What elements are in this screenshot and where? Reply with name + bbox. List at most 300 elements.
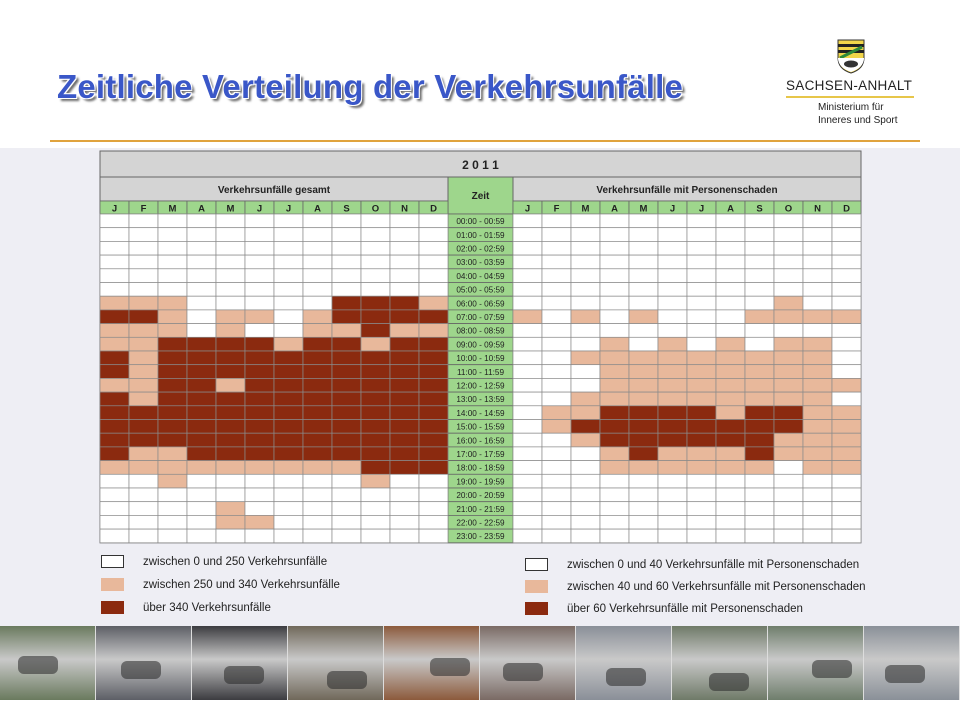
total-heatmap-cell	[419, 406, 448, 420]
personal-heatmap-cell	[687, 255, 716, 269]
left-month-label: M	[226, 203, 235, 215]
personal-heatmap-cell	[600, 255, 629, 269]
personal-heatmap-cell	[600, 351, 629, 365]
personal-heatmap-cell	[658, 283, 687, 297]
personal-heatmap-cell	[832, 241, 861, 255]
personal-heatmap-cell	[687, 296, 716, 310]
personal-heatmap-cell	[658, 447, 687, 461]
total-heatmap-cell	[187, 392, 216, 406]
legend-label: zwischen 0 und 40 Verkehrsunfälle mit Personenschaden	[567, 559, 860, 571]
personal-heatmap-cell	[658, 529, 687, 543]
total-heatmap-cell	[274, 488, 303, 502]
total-heatmap-cell	[129, 241, 158, 255]
personal-heatmap-cell	[687, 502, 716, 516]
right-month-label: J	[524, 203, 531, 215]
total-heatmap-cell	[187, 447, 216, 461]
total-heatmap-cell	[216, 283, 245, 297]
total-heatmap-cell	[187, 378, 216, 392]
personal-heatmap-cell	[716, 214, 745, 228]
total-heatmap-cell	[216, 461, 245, 475]
personal-heatmap-cell	[629, 324, 658, 338]
total-heatmap-cell	[390, 269, 419, 283]
total-heatmap-cell	[274, 515, 303, 529]
legend-swatch-high	[101, 601, 124, 614]
total-heatmap-cell	[390, 324, 419, 338]
total-heatmap-cell	[303, 406, 332, 420]
logo-divider	[786, 96, 914, 98]
time-label: 06:00 - 06:59	[456, 299, 505, 309]
total-heatmap-cell	[332, 337, 361, 351]
total-heatmap-cell	[216, 241, 245, 255]
total-heatmap-cell	[129, 433, 158, 447]
total-heatmap-cell	[274, 529, 303, 543]
total-heatmap-cell	[158, 529, 187, 543]
personal-heatmap-cell	[600, 241, 629, 255]
total-heatmap-cell	[129, 378, 158, 392]
time-label: 12:00 - 12:59	[456, 381, 505, 391]
personal-heatmap-cell	[658, 378, 687, 392]
total-heatmap-cell	[129, 269, 158, 283]
total-heatmap-cell	[245, 365, 274, 379]
total-heatmap-cell	[303, 447, 332, 461]
time-label: 02:00 - 02:59	[456, 244, 505, 254]
personal-heatmap-cell	[542, 269, 571, 283]
total-heatmap-cell	[158, 351, 187, 365]
total-heatmap-cell	[187, 269, 216, 283]
personal-heatmap-cell	[600, 420, 629, 434]
total-heatmap-cell	[245, 420, 274, 434]
total-heatmap-cell	[187, 488, 216, 502]
left-title: Verkehrsunfälle gesamt	[217, 185, 331, 196]
total-heatmap-cell	[332, 378, 361, 392]
total-heatmap-cell	[419, 310, 448, 324]
total-heatmap-cell	[129, 529, 158, 543]
total-heatmap-cell	[303, 337, 332, 351]
total-heatmap-cell	[187, 406, 216, 420]
accident-photo	[480, 626, 576, 700]
total-heatmap-cell	[187, 365, 216, 379]
total-heatmap-cell	[332, 296, 361, 310]
total-heatmap-cell	[419, 420, 448, 434]
total-heatmap-cell	[245, 228, 274, 242]
total-heatmap-cell	[274, 392, 303, 406]
total-heatmap-cell	[216, 502, 245, 516]
total-heatmap-cell	[361, 269, 390, 283]
total-heatmap-cell	[303, 433, 332, 447]
total-heatmap-cell	[187, 296, 216, 310]
total-heatmap-cell	[216, 310, 245, 324]
personal-heatmap-cell	[774, 283, 803, 297]
time-label: 04:00 - 04:59	[456, 271, 505, 281]
total-heatmap-cell	[419, 283, 448, 297]
total-heatmap-cell	[332, 529, 361, 543]
personal-heatmap-cell	[629, 351, 658, 365]
total-heatmap-cell	[187, 214, 216, 228]
personal-heatmap-cell	[832, 502, 861, 516]
total-heatmap-cell	[303, 529, 332, 543]
personal-heatmap-cell	[513, 296, 542, 310]
total-heatmap-cell	[129, 392, 158, 406]
time-label: 23:00 - 23:59	[456, 532, 505, 542]
personal-heatmap-cell	[745, 488, 774, 502]
total-heatmap-cell	[245, 296, 274, 310]
personal-heatmap-cell	[542, 241, 571, 255]
total-heatmap-cell	[361, 392, 390, 406]
total-heatmap-cell	[390, 283, 419, 297]
time-label: 14:00 - 14:59	[456, 408, 505, 418]
total-heatmap-cell	[100, 365, 129, 379]
personal-heatmap-cell	[832, 255, 861, 269]
time-label: 18:00 - 18:59	[456, 463, 505, 473]
total-heatmap-cell	[158, 488, 187, 502]
personal-heatmap-cell	[745, 214, 774, 228]
personal-heatmap-cell	[513, 378, 542, 392]
personal-heatmap-cell	[658, 241, 687, 255]
total-heatmap-cell	[129, 228, 158, 242]
total-heatmap-cell	[274, 474, 303, 488]
personal-heatmap-cell	[658, 515, 687, 529]
personal-heatmap-cell	[542, 351, 571, 365]
total-heatmap-cell	[390, 378, 419, 392]
personal-heatmap-cell	[629, 310, 658, 324]
total-heatmap-cell	[158, 433, 187, 447]
personal-heatmap-cell	[629, 392, 658, 406]
personal-heatmap-cell	[687, 324, 716, 338]
total-heatmap-cell	[332, 420, 361, 434]
total-heatmap-cell	[303, 420, 332, 434]
total-heatmap-cell	[419, 502, 448, 516]
legend-swatch-mid	[525, 580, 548, 593]
left-month-label: A	[198, 203, 205, 215]
total-heatmap-cell	[158, 502, 187, 516]
personal-heatmap-cell	[513, 351, 542, 365]
total-heatmap-cell	[129, 351, 158, 365]
total-heatmap-cell	[187, 324, 216, 338]
total-heatmap-cell	[100, 214, 129, 228]
personal-heatmap-cell	[774, 406, 803, 420]
total-heatmap-cell	[245, 502, 274, 516]
personal-heatmap-cell	[832, 365, 861, 379]
total-heatmap-cell	[361, 310, 390, 324]
personal-heatmap-cell	[600, 296, 629, 310]
total-heatmap-cell	[361, 365, 390, 379]
personal-heatmap-cell	[745, 502, 774, 516]
personal-heatmap-cell	[658, 337, 687, 351]
personal-heatmap-cell	[658, 214, 687, 228]
personal-heatmap-cell	[803, 351, 832, 365]
personal-heatmap-cell	[571, 406, 600, 420]
total-heatmap-cell	[390, 406, 419, 420]
legend-swatch-low	[525, 558, 548, 571]
personal-heatmap-cell	[832, 228, 861, 242]
total-heatmap-cell	[187, 310, 216, 324]
personal-heatmap-cell	[774, 228, 803, 242]
personal-heatmap-cell	[600, 433, 629, 447]
total-heatmap-cell	[100, 337, 129, 351]
legend-label: zwischen 250 und 340 Verkehrsunfälle	[143, 579, 340, 591]
total-heatmap-cell	[303, 378, 332, 392]
total-heatmap-cell	[390, 214, 419, 228]
personal-heatmap-cell	[571, 433, 600, 447]
personal-heatmap-cell	[542, 420, 571, 434]
personal-heatmap-cell	[774, 296, 803, 310]
personal-heatmap-cell	[745, 515, 774, 529]
personal-heatmap-cell	[716, 392, 745, 406]
personal-heatmap-cell	[803, 310, 832, 324]
personal-heatmap-cell	[571, 228, 600, 242]
time-label: 03:00 - 03:59	[456, 258, 505, 268]
total-heatmap-cell	[100, 378, 129, 392]
total-heatmap-cell	[129, 420, 158, 434]
total-heatmap-cell	[216, 433, 245, 447]
vehicle-shape	[121, 661, 161, 679]
personal-heatmap-cell	[832, 310, 861, 324]
total-heatmap-cell	[274, 351, 303, 365]
total-heatmap-cell	[332, 502, 361, 516]
personal-heatmap-cell	[803, 365, 832, 379]
personal-heatmap-cell	[513, 461, 542, 475]
personal-heatmap-cell	[658, 433, 687, 447]
personal-heatmap-cell	[745, 474, 774, 488]
personal-heatmap-cell	[832, 488, 861, 502]
personal-heatmap-cell	[832, 529, 861, 543]
total-heatmap-cell	[361, 283, 390, 297]
personal-heatmap-cell	[629, 283, 658, 297]
personal-heatmap-cell	[629, 502, 658, 516]
personal-heatmap-cell	[716, 378, 745, 392]
total-heatmap-cell	[216, 515, 245, 529]
total-heatmap-cell	[419, 474, 448, 488]
accident-photo	[672, 626, 768, 700]
total-heatmap-cell	[332, 474, 361, 488]
personal-heatmap-cell	[832, 283, 861, 297]
personal-heatmap-cell	[658, 269, 687, 283]
total-heatmap-cell	[332, 228, 361, 242]
personal-heatmap-cell	[745, 447, 774, 461]
chart-panel	[0, 148, 960, 626]
personal-heatmap-cell	[803, 337, 832, 351]
total-heatmap-cell	[303, 515, 332, 529]
total-heatmap-cell	[274, 255, 303, 269]
personal-heatmap-cell	[542, 378, 571, 392]
total-heatmap-cell	[216, 420, 245, 434]
total-heatmap-cell	[216, 474, 245, 488]
total-heatmap-cell	[100, 269, 129, 283]
total-heatmap-cell	[100, 351, 129, 365]
personal-heatmap-cell	[513, 406, 542, 420]
personal-heatmap-cell	[745, 529, 774, 543]
total-heatmap-cell	[100, 406, 129, 420]
personal-heatmap-cell	[571, 378, 600, 392]
total-heatmap-cell	[390, 365, 419, 379]
total-heatmap-cell	[216, 214, 245, 228]
personal-heatmap-cell	[600, 269, 629, 283]
total-heatmap-cell	[390, 420, 419, 434]
accident-photo	[0, 626, 96, 700]
total-heatmap-cell	[100, 461, 129, 475]
personal-heatmap-cell	[542, 283, 571, 297]
total-heatmap-cell	[332, 392, 361, 406]
total-heatmap-cell	[245, 351, 274, 365]
personal-heatmap-cell	[629, 406, 658, 420]
total-heatmap-cell	[303, 392, 332, 406]
total-heatmap-cell	[216, 296, 245, 310]
left-month-label: N	[401, 203, 408, 215]
personal-heatmap-cell	[600, 461, 629, 475]
personal-heatmap-cell	[542, 474, 571, 488]
right-month-label: M	[639, 203, 648, 215]
total-heatmap-cell	[158, 241, 187, 255]
total-heatmap-cell	[390, 392, 419, 406]
personal-heatmap-cell	[629, 214, 658, 228]
total-heatmap-cell	[419, 447, 448, 461]
personal-heatmap-cell	[658, 420, 687, 434]
total-heatmap-cell	[274, 406, 303, 420]
time-label: 21:00 - 21:59	[456, 504, 505, 514]
personal-heatmap-cell	[571, 241, 600, 255]
personal-heatmap-cell	[832, 461, 861, 475]
total-heatmap-cell	[361, 351, 390, 365]
personal-heatmap-cell	[803, 447, 832, 461]
personal-heatmap-cell	[803, 420, 832, 434]
personal-heatmap-cell	[803, 241, 832, 255]
personal-heatmap-cell	[687, 351, 716, 365]
legend-swatch-mid	[101, 578, 124, 591]
total-heatmap-cell	[274, 502, 303, 516]
total-heatmap-cell	[332, 365, 361, 379]
total-heatmap-cell	[100, 474, 129, 488]
total-heatmap-cell	[245, 488, 274, 502]
total-heatmap-cell	[216, 255, 245, 269]
total-heatmap-cell	[361, 461, 390, 475]
personal-heatmap-cell	[658, 461, 687, 475]
total-heatmap-cell	[332, 255, 361, 269]
total-heatmap-cell	[419, 269, 448, 283]
total-heatmap-cell	[332, 269, 361, 283]
personal-heatmap-cell	[803, 283, 832, 297]
time-label: 22:00 - 22:59	[456, 518, 505, 528]
vehicle-shape	[885, 665, 925, 683]
total-heatmap-cell	[100, 228, 129, 242]
total-heatmap-cell	[216, 351, 245, 365]
personal-heatmap-cell	[774, 241, 803, 255]
total-heatmap-cell	[274, 447, 303, 461]
total-heatmap-cell	[419, 255, 448, 269]
personal-heatmap-cell	[716, 337, 745, 351]
total-heatmap-cell	[100, 515, 129, 529]
total-heatmap-cell	[303, 474, 332, 488]
total-heatmap-cell	[100, 255, 129, 269]
personal-heatmap-cell	[571, 310, 600, 324]
personal-heatmap-cell	[513, 241, 542, 255]
personal-heatmap-cell	[745, 296, 774, 310]
total-heatmap-cell	[303, 283, 332, 297]
personal-heatmap-cell	[774, 365, 803, 379]
personal-heatmap-cell	[571, 365, 600, 379]
time-label: 07:00 - 07:59	[456, 313, 505, 322]
total-heatmap-cell	[390, 296, 419, 310]
personal-heatmap-cell	[658, 324, 687, 338]
total-heatmap-cell	[332, 241, 361, 255]
total-heatmap-cell	[361, 529, 390, 543]
time-label: 15:00 - 15:59	[456, 422, 505, 432]
personal-heatmap-cell	[803, 529, 832, 543]
total-heatmap-cell	[129, 310, 158, 324]
personal-heatmap-cell	[571, 214, 600, 228]
personal-heatmap-cell	[716, 255, 745, 269]
right-month-label: J	[698, 203, 705, 215]
personal-heatmap-cell	[542, 324, 571, 338]
personal-heatmap-cell	[745, 392, 774, 406]
personal-heatmap-cell	[716, 488, 745, 502]
personal-heatmap-cell	[687, 269, 716, 283]
total-heatmap-cell	[100, 283, 129, 297]
personal-heatmap-cell	[542, 461, 571, 475]
personal-heatmap-cell	[716, 241, 745, 255]
total-heatmap-cell	[419, 378, 448, 392]
personal-heatmap-cell	[542, 296, 571, 310]
total-heatmap-cell	[158, 420, 187, 434]
personal-heatmap-cell	[629, 461, 658, 475]
left-month-label: D	[430, 203, 437, 215]
right-title: Verkehrsunfälle mit Personenschaden	[596, 185, 778, 196]
right-month-label: N	[814, 203, 821, 215]
personal-heatmap-cell	[774, 529, 803, 543]
total-heatmap-cell	[419, 365, 448, 379]
total-heatmap-cell	[332, 283, 361, 297]
time-label: 19:00 - 19:59	[456, 477, 505, 487]
personal-heatmap-cell	[542, 447, 571, 461]
personal-heatmap-cell	[774, 474, 803, 488]
total-heatmap-cell	[100, 433, 129, 447]
time-label: 16:00 - 16:59	[456, 436, 505, 446]
total-heatmap-cell	[361, 488, 390, 502]
personal-heatmap-cell	[513, 310, 542, 324]
personal-heatmap-cell	[542, 488, 571, 502]
total-heatmap-cell	[274, 461, 303, 475]
personal-heatmap-cell	[571, 515, 600, 529]
right-month-label: A	[727, 203, 734, 215]
personal-heatmap-cell	[687, 461, 716, 475]
total-heatmap-cell	[245, 310, 274, 324]
personal-heatmap-cell	[600, 502, 629, 516]
logo-subtitle-line1: Ministerium für	[818, 102, 884, 113]
personal-heatmap-cell	[774, 255, 803, 269]
total-heatmap-cell	[303, 255, 332, 269]
personal-heatmap-cell	[571, 392, 600, 406]
personal-heatmap-cell	[542, 228, 571, 242]
left-month-label: O	[371, 203, 380, 215]
personal-heatmap-cell	[571, 283, 600, 297]
total-heatmap-cell	[303, 241, 332, 255]
time-label: 17:00 - 17:59	[456, 450, 505, 459]
personal-heatmap-cell	[629, 447, 658, 461]
total-heatmap-cell	[390, 337, 419, 351]
personal-heatmap-cell	[687, 474, 716, 488]
personal-heatmap-cell	[687, 365, 716, 379]
coat-of-arms-icon	[836, 38, 866, 74]
personal-heatmap-cell	[832, 324, 861, 338]
total-heatmap-cell	[245, 378, 274, 392]
vehicle-shape	[606, 668, 646, 686]
personal-heatmap-cell	[513, 365, 542, 379]
photo-strip	[0, 626, 960, 700]
personal-heatmap-cell	[832, 214, 861, 228]
total-heatmap-cell	[332, 310, 361, 324]
personal-heatmap-cell	[629, 255, 658, 269]
personal-heatmap-cell	[542, 406, 571, 420]
personal-heatmap-cell	[513, 433, 542, 447]
